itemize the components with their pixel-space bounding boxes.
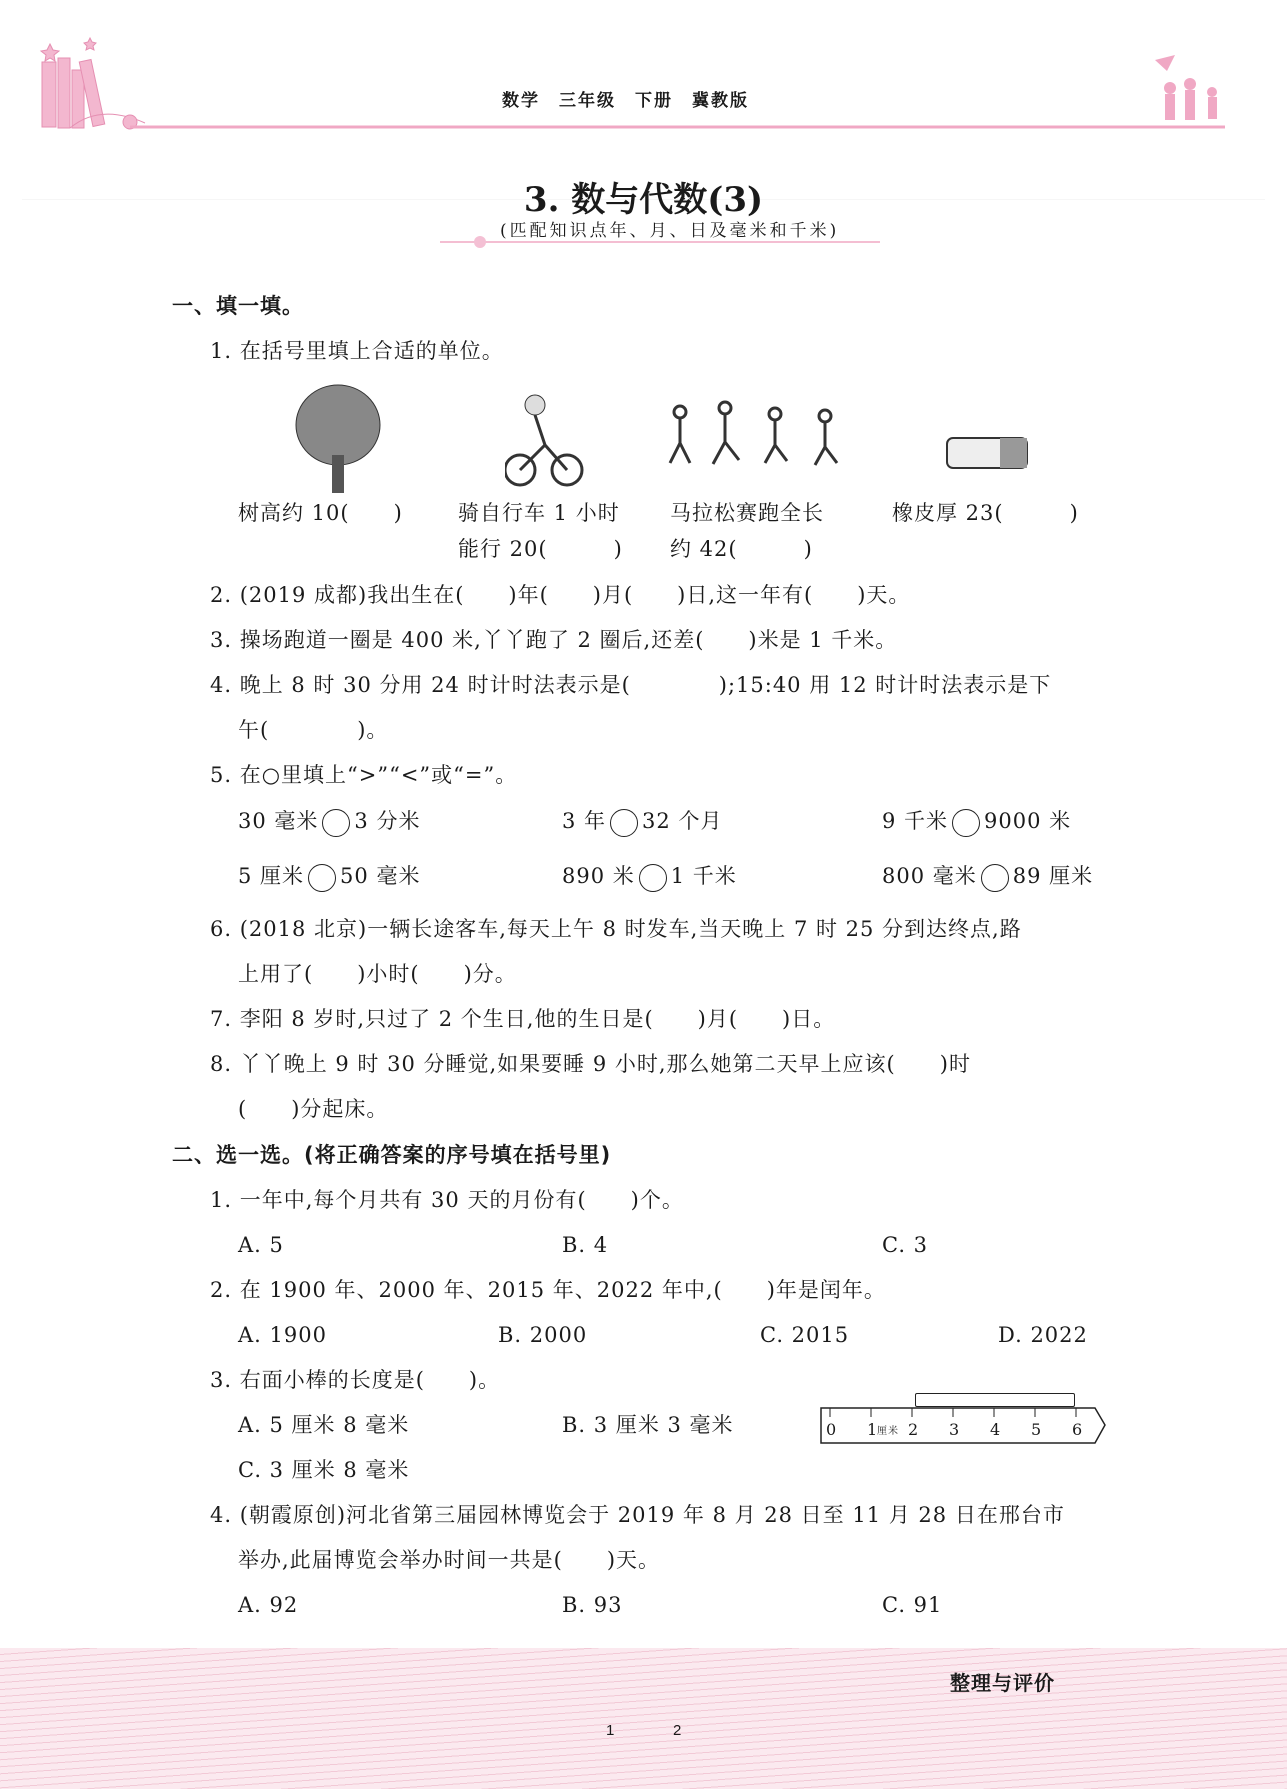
- s1-q5: 5. 在○里填上“>”“<”或“=”。: [210, 763, 518, 787]
- q1-item-bike-2: 能行 20( ): [458, 537, 623, 561]
- option: C. 91: [882, 1593, 943, 1617]
- s1-q6-cont: 上用了( )小时( )分。: [238, 962, 517, 986]
- answer-circle[interactable]: [308, 864, 336, 892]
- q1-item-bike: 骑自行车 1 小时: [458, 501, 620, 525]
- option: C. 3: [882, 1233, 929, 1257]
- s1-q6: 6. (2018 北京)一辆长途客车,每天上午 8 时发车,当天晚上 7 时 25 分到达终点,路: [210, 917, 1022, 941]
- section2-heading: 二、选一选。(将正确答案的序号填在括号里): [172, 1143, 612, 1167]
- s2-q1: 1. 一年中,每个月共有 30 天的月份有( )个。: [210, 1188, 684, 1212]
- option: C. 2015: [760, 1323, 850, 1347]
- answer-circle[interactable]: [322, 809, 350, 837]
- page-number-left: 1: [606, 1722, 616, 1739]
- stick: [915, 1393, 1075, 1407]
- page-title: 3. 数与代数(3): [523, 180, 764, 220]
- tree-image: [290, 380, 390, 495]
- answer-circle[interactable]: [639, 864, 667, 892]
- page-subtitle: (匹配知识点年、月、日及毫米和千米): [500, 221, 840, 241]
- q1-item-eraser: 橡皮厚 23( ): [892, 501, 1079, 525]
- s1-q2: 2. (2019 成都)我出生在( )年( )月( )日,这一年有( )天。: [210, 583, 911, 607]
- option: A. 5 厘米 8 毫米: [238, 1413, 410, 1437]
- option: A. 92: [238, 1593, 299, 1617]
- option: B. 93: [562, 1593, 623, 1617]
- answer-circle[interactable]: [952, 809, 980, 837]
- option: D. 2022: [998, 1323, 1088, 1347]
- s1-q8-cont: ( )分起床。: [238, 1097, 389, 1121]
- s1-q4-cont: 午( )。: [238, 718, 389, 742]
- section1-heading: 一、填一填。: [172, 294, 304, 318]
- q1-item-marathon-2: 约 42( ): [670, 537, 813, 561]
- compare-item: 890 米 1 千米: [562, 863, 737, 892]
- footer-band: [0, 1648, 1287, 1789]
- s1-q7: 7. 李阳 8 岁时,只过了 2 个生日,他的生日是( )月( )日。: [210, 1007, 836, 1031]
- option: B. 3 厘米 3 毫米: [562, 1413, 734, 1437]
- option: B. 4: [562, 1233, 609, 1257]
- eraser-image: [945, 433, 1030, 473]
- s1-q8: 8. 丫丫晚上 9 时 30 分睡觉,如果要睡 9 小时,那么她第二天早上应该( )时: [210, 1052, 971, 1076]
- s2-q4: 4. (朝霞原创)河北省第三届园林博览会于 2019 年 8 月 28 日至 11 月 28 日在邢台市: [210, 1503, 1065, 1527]
- option: A. 5: [238, 1233, 284, 1257]
- page-number-right: 2: [673, 1722, 683, 1739]
- books-flower-logo: [41, 38, 145, 129]
- compare-item: 3 年 32 个月: [562, 808, 722, 837]
- q1-item-marathon: 马拉松赛跑全长: [670, 501, 824, 525]
- s2-q3: 3. 右面小棒的长度是( )。: [210, 1368, 501, 1392]
- s1-q4: 4. 晚上 8 时 30 分用 24 时计时法表示是( );15:40 用 12 时计时法表示是下: [210, 673, 1052, 697]
- option: B. 2000: [498, 1323, 588, 1347]
- answer-circle[interactable]: [610, 809, 638, 837]
- footer-section-label: 整理与评价: [950, 1671, 1055, 1695]
- option: C. 3 厘米 8 毫米: [238, 1458, 410, 1482]
- ruler-figure: 0 1 厘米 2 3 4 5 6: [820, 1393, 1108, 1445]
- compare-item: 5 厘米 50 毫米: [238, 863, 420, 892]
- answer-circle[interactable]: [981, 864, 1009, 892]
- marathon-runners-image: [660, 400, 855, 480]
- compare-item: 30 毫米 3 分米: [238, 808, 420, 837]
- option: A. 1900: [238, 1323, 327, 1347]
- compare-item: 800 毫米 89 厘米: [882, 863, 1093, 892]
- s1-q3: 3. 操场跑道一圈是 400 米,丫丫跑了 2 圈后,还差( )米是 1 千米。: [210, 628, 898, 652]
- cyclist-image: [505, 390, 585, 490]
- q1-item-tree: 树高约 10( ): [238, 501, 403, 525]
- s1-q1: 1. 在括号里填上合适的单位。: [210, 339, 504, 363]
- children-kite-illustration: [1155, 55, 1217, 120]
- s2-q2: 2. 在 1900 年、2000 年、2015 年、2022 年中,( )年是闰年。: [210, 1278, 886, 1302]
- s2-q4-cont: 举办,此届博览会举办时间一共是( )天。: [238, 1548, 661, 1572]
- compare-item: 9 千米 9000 米: [882, 808, 1071, 837]
- header-subject: 数学 三年级 下册 冀教版: [502, 91, 749, 111]
